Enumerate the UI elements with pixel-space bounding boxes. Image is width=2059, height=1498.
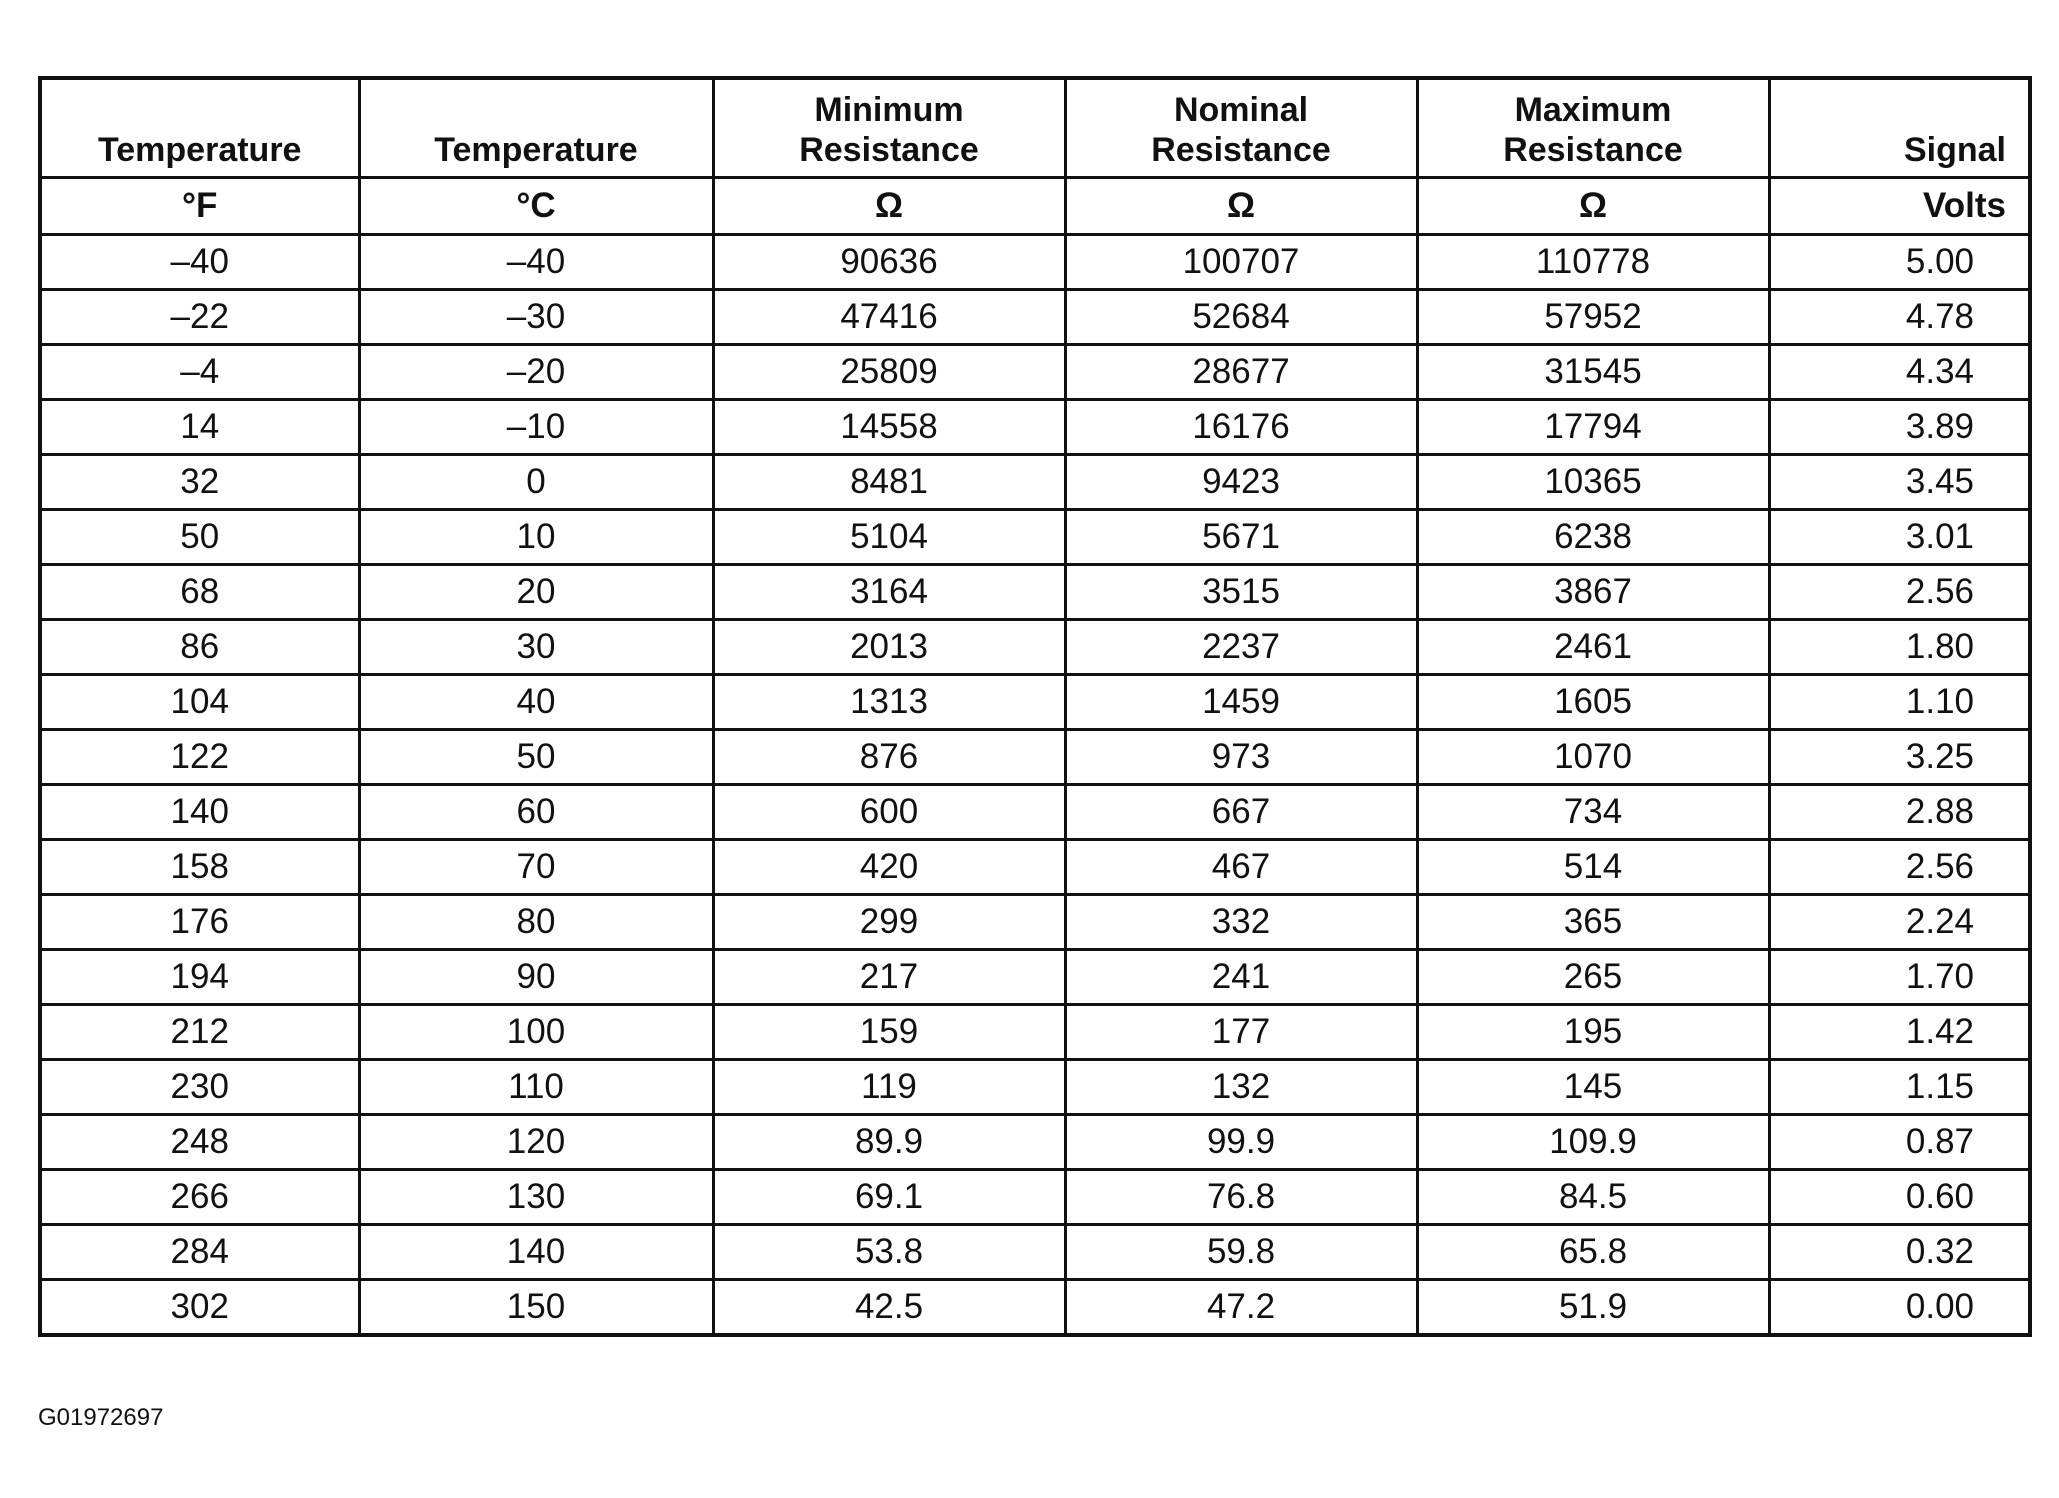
table-row [40, 235, 2030, 290]
cell-signal-volts: 1.70 [1769, 950, 2030, 1005]
cell-temp-c: 30 [359, 620, 713, 675]
cell-signal-volts: 0.00 [1769, 1280, 2030, 1336]
cell-temp-f: 266 [40, 1170, 359, 1225]
cell-max-resistance: 57952 [1417, 290, 1769, 345]
cell-temp-f: –4 [40, 345, 359, 400]
cell-max-resistance: 110778 [1417, 235, 1769, 290]
cell-temp-f: 140 [40, 785, 359, 840]
cell-temp-c: 120 [359, 1115, 713, 1170]
cell-nominal-resistance: 132 [1065, 1060, 1417, 1115]
cell-temp-f: 248 [40, 1115, 359, 1170]
cell-max-resistance: 31545 [1417, 345, 1769, 400]
cell-signal-volts: 1.42 [1769, 1005, 2030, 1060]
table-row [40, 345, 2030, 400]
cell-min-resistance: 600 [713, 785, 1065, 840]
cell-temp-c: –30 [359, 290, 713, 345]
cell-signal-volts: 4.78 [1769, 290, 2030, 345]
cell-temp-c: 80 [359, 895, 713, 950]
table-row [40, 785, 2030, 840]
cell-max-resistance: 145 [1417, 1060, 1769, 1115]
unit-ohm-nominal: Ω [1065, 178, 1417, 235]
cell-temp-f: 122 [40, 730, 359, 785]
table-row [40, 730, 2030, 785]
cell-nominal-resistance: 100707 [1065, 235, 1417, 290]
cell-min-resistance: 299 [713, 895, 1065, 950]
cell-nominal-resistance: 59.8 [1065, 1225, 1417, 1280]
sensor-resistance-table [38, 76, 2032, 1337]
unit-volts: Volts [1769, 178, 2030, 235]
cell-temp-c: 90 [359, 950, 713, 1005]
table-row [40, 950, 2030, 1005]
cell-min-resistance: 1313 [713, 675, 1065, 730]
cell-max-resistance: 51.9 [1417, 1280, 1769, 1336]
cell-max-resistance: 734 [1417, 785, 1769, 840]
cell-min-resistance: 14558 [713, 400, 1065, 455]
cell-temp-f: 32 [40, 455, 359, 510]
table-row [40, 1280, 2030, 1336]
cell-nominal-resistance: 467 [1065, 840, 1417, 895]
table-row [40, 1170, 2030, 1225]
cell-temp-f: 50 [40, 510, 359, 565]
cell-max-resistance: 195 [1417, 1005, 1769, 1060]
cell-nominal-resistance: 99.9 [1065, 1115, 1417, 1170]
cell-min-resistance: 42.5 [713, 1280, 1065, 1336]
table-row [40, 840, 2030, 895]
cell-signal-volts: 4.34 [1769, 345, 2030, 400]
table-row [40, 565, 2030, 620]
unit-row [40, 178, 2030, 235]
cell-temp-c: 140 [359, 1225, 713, 1280]
cell-temp-c: 50 [359, 730, 713, 785]
cell-min-resistance: 47416 [713, 290, 1065, 345]
table-body [40, 235, 2030, 1336]
cell-nominal-resistance: 973 [1065, 730, 1417, 785]
cell-max-resistance: 84.5 [1417, 1170, 1769, 1225]
unit-celsius: °C [359, 178, 713, 235]
unit-fahrenheit: °F [40, 178, 359, 235]
cell-min-resistance: 876 [713, 730, 1065, 785]
cell-min-resistance: 8481 [713, 455, 1065, 510]
cell-signal-volts: 1.10 [1769, 675, 2030, 730]
table-row [40, 895, 2030, 950]
cell-min-resistance: 2013 [713, 620, 1065, 675]
cell-nominal-resistance: 47.2 [1065, 1280, 1417, 1336]
cell-nominal-resistance: 76.8 [1065, 1170, 1417, 1225]
cell-temp-f: 14 [40, 400, 359, 455]
cell-min-resistance: 90636 [713, 235, 1065, 290]
cell-temp-c: 10 [359, 510, 713, 565]
cell-temp-f: 302 [40, 1280, 359, 1336]
cell-nominal-resistance: 52684 [1065, 290, 1417, 345]
header-signal: Signal [1769, 78, 2030, 178]
cell-temp-c: 20 [359, 565, 713, 620]
cell-min-resistance: 89.9 [713, 1115, 1065, 1170]
cell-min-resistance: 3164 [713, 565, 1065, 620]
cell-min-resistance: 69.1 [713, 1170, 1065, 1225]
unit-ohm-min: Ω [713, 178, 1065, 235]
cell-temp-c: 100 [359, 1005, 713, 1060]
cell-max-resistance: 2461 [1417, 620, 1769, 675]
cell-temp-c: 40 [359, 675, 713, 730]
cell-temp-f: 86 [40, 620, 359, 675]
table-row [40, 1005, 2030, 1060]
cell-nominal-resistance: 177 [1065, 1005, 1417, 1060]
cell-signal-volts: 2.24 [1769, 895, 2030, 950]
header-nominal-resistance: Nominal Resistance [1065, 78, 1417, 178]
cell-temp-f: 176 [40, 895, 359, 950]
cell-nominal-resistance: 332 [1065, 895, 1417, 950]
cell-min-resistance: 159 [713, 1005, 1065, 1060]
cell-signal-volts: 3.89 [1769, 400, 2030, 455]
cell-signal-volts: 0.87 [1769, 1115, 2030, 1170]
cell-temp-c: 0 [359, 455, 713, 510]
table-row [40, 1060, 2030, 1115]
cell-signal-volts: 2.88 [1769, 785, 2030, 840]
header-maximum-resistance: Maximum Resistance [1417, 78, 1769, 178]
cell-max-resistance: 3867 [1417, 565, 1769, 620]
cell-signal-volts: 2.56 [1769, 840, 2030, 895]
cell-max-resistance: 1605 [1417, 675, 1769, 730]
cell-nominal-resistance: 1459 [1065, 675, 1417, 730]
cell-temp-f: 230 [40, 1060, 359, 1115]
column-header-row [40, 78, 2030, 178]
cell-min-resistance: 5104 [713, 510, 1065, 565]
cell-signal-volts: 2.56 [1769, 565, 2030, 620]
cell-nominal-resistance: 241 [1065, 950, 1417, 1005]
cell-temp-c: 150 [359, 1280, 713, 1336]
cell-temp-f: 194 [40, 950, 359, 1005]
cell-signal-volts: 0.32 [1769, 1225, 2030, 1280]
cell-temp-c: 130 [359, 1170, 713, 1225]
table-row [40, 1225, 2030, 1280]
cell-nominal-resistance: 5671 [1065, 510, 1417, 565]
table-row [40, 455, 2030, 510]
cell-max-resistance: 1070 [1417, 730, 1769, 785]
cell-temp-f: 212 [40, 1005, 359, 1060]
cell-nominal-resistance: 2237 [1065, 620, 1417, 675]
cell-temp-c: 70 [359, 840, 713, 895]
cell-max-resistance: 365 [1417, 895, 1769, 950]
cell-temp-f: 68 [40, 565, 359, 620]
cell-min-resistance: 25809 [713, 345, 1065, 400]
cell-temp-c: 110 [359, 1060, 713, 1115]
cell-max-resistance: 10365 [1417, 455, 1769, 510]
cell-max-resistance: 514 [1417, 840, 1769, 895]
cell-min-resistance: 119 [713, 1060, 1065, 1115]
table-row [40, 510, 2030, 565]
cell-temp-f: 284 [40, 1225, 359, 1280]
cell-signal-volts: 3.25 [1769, 730, 2030, 785]
cell-temp-f: –40 [40, 235, 359, 290]
figure-id: G01972697 [38, 1404, 164, 1431]
cell-signal-volts: 1.80 [1769, 620, 2030, 675]
table-row [40, 400, 2030, 455]
cell-temp-c: –40 [359, 235, 713, 290]
header-temperature-c: Temperature [359, 78, 713, 178]
cell-signal-volts: 5.00 [1769, 235, 2030, 290]
cell-max-resistance: 65.8 [1417, 1225, 1769, 1280]
cell-min-resistance: 53.8 [713, 1225, 1065, 1280]
cell-max-resistance: 6238 [1417, 510, 1769, 565]
cell-signal-volts: 1.15 [1769, 1060, 2030, 1115]
cell-temp-c: –20 [359, 345, 713, 400]
table-row [40, 290, 2030, 345]
cell-temp-f: 104 [40, 675, 359, 730]
table-row [40, 1115, 2030, 1170]
cell-min-resistance: 217 [713, 950, 1065, 1005]
table-row [40, 675, 2030, 730]
table-row [40, 620, 2030, 675]
header-temperature-f: Temperature [40, 78, 359, 178]
cell-nominal-resistance: 3515 [1065, 565, 1417, 620]
cell-nominal-resistance: 28677 [1065, 345, 1417, 400]
cell-min-resistance: 420 [713, 840, 1065, 895]
cell-nominal-resistance: 16176 [1065, 400, 1417, 455]
cell-max-resistance: 109.9 [1417, 1115, 1769, 1170]
cell-signal-volts: 0.60 [1769, 1170, 2030, 1225]
cell-temp-f: 158 [40, 840, 359, 895]
cell-temp-c: 60 [359, 785, 713, 840]
cell-temp-c: –10 [359, 400, 713, 455]
cell-max-resistance: 265 [1417, 950, 1769, 1005]
cell-signal-volts: 3.01 [1769, 510, 2030, 565]
header-minimum-resistance: Minimum Resistance [713, 78, 1065, 178]
cell-nominal-resistance: 9423 [1065, 455, 1417, 510]
cell-signal-volts: 3.45 [1769, 455, 2030, 510]
cell-temp-f: –22 [40, 290, 359, 345]
unit-ohm-max: Ω [1417, 178, 1769, 235]
cell-nominal-resistance: 667 [1065, 785, 1417, 840]
cell-max-resistance: 17794 [1417, 400, 1769, 455]
